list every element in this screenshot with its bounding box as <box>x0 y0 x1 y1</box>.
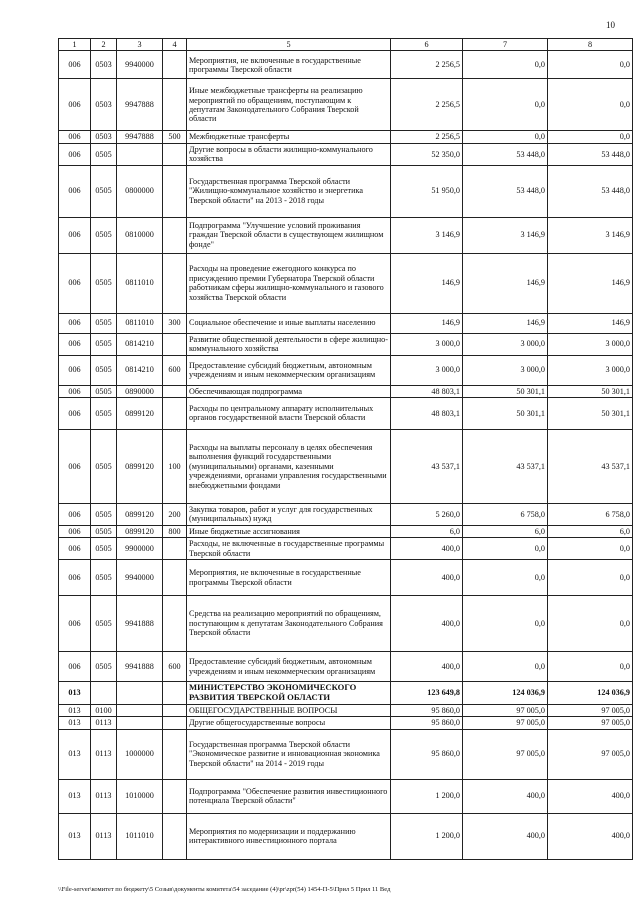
section-code-cell: 0505 <box>91 538 117 560</box>
amount-col7-cell: 124 036,9 <box>463 682 548 705</box>
item-name-cell: МИНИСТЕРСТВО ЭКОНОМИЧЕСКОГО РАЗВИТИЯ ТВЕРСКОЙ ОБЛАСТИ <box>187 682 391 705</box>
admin-code-cell: 013 <box>59 704 91 716</box>
admin-code-cell: 013 <box>59 717 91 729</box>
item-name-cell: Мероприятия по модернизации и поддержанию интерактивного инвестиционного портала <box>187 813 391 859</box>
amount-col7-cell: 6,0 <box>463 525 548 537</box>
item-name-cell: Расходы по центральному аппарату исполнительных органов государственной власти Тверской области <box>187 397 391 429</box>
target-code-cell: 0899120 <box>117 503 163 525</box>
amount-col6-cell: 400,0 <box>391 652 463 682</box>
table-row <box>59 397 633 429</box>
section-code-cell: 0505 <box>91 652 117 682</box>
target-code-cell: 0899120 <box>117 397 163 429</box>
amount-col6-cell: 95 860,0 <box>391 717 463 729</box>
target-code-cell: 9940000 <box>117 51 163 79</box>
table-row <box>59 813 633 859</box>
table-row <box>59 355 633 385</box>
table-row <box>59 525 633 537</box>
amount-col6-cell: 2 256,5 <box>391 131 463 143</box>
admin-code-cell: 006 <box>59 652 91 682</box>
admin-code-cell: 006 <box>59 51 91 79</box>
expense-type-cell <box>163 165 187 217</box>
section-code-cell: 0505 <box>91 596 117 652</box>
amount-col7-cell: 0,0 <box>463 538 548 560</box>
amount-col6-cell: 5 260,0 <box>391 503 463 525</box>
admin-code-cell: 013 <box>59 729 91 779</box>
expense-type-cell <box>163 682 187 705</box>
amount-col7-cell: 0,0 <box>463 560 548 596</box>
item-name-cell: Мероприятия, не включенные в государственные программы Тверской области <box>187 560 391 596</box>
amount-col8-cell: 0,0 <box>548 538 633 560</box>
expense-type-cell <box>163 717 187 729</box>
expense-type-cell <box>163 704 187 716</box>
table-row <box>59 538 633 560</box>
target-code-cell: 0811010 <box>117 313 163 333</box>
amount-col7-cell: 400,0 <box>463 779 548 813</box>
expense-type-cell <box>163 143 187 165</box>
column-header: 7 <box>463 39 548 51</box>
amount-col7-cell: 97 005,0 <box>463 729 548 779</box>
table-row <box>59 217 633 253</box>
amount-col8-cell: 97 005,0 <box>548 717 633 729</box>
expense-type-cell: 600 <box>163 355 187 385</box>
amount-col7-cell: 3 000,0 <box>463 333 548 355</box>
amount-col6-cell: 6,0 <box>391 525 463 537</box>
admin-code-cell: 006 <box>59 560 91 596</box>
amount-col7-cell: 6 758,0 <box>463 503 548 525</box>
item-name-cell: Иные межбюджетные трансферты на реализацию мероприятий по обращениям, поступающим к депутатам Законодательного Собрания Тверской области <box>187 79 391 131</box>
file-path-footer: \\File-server\комитет по бюджету\5 Созыв\документы комитета\54 заседание (4)\pr\zpr(54) 1454-П-5\Прил 5 Прил 11 Вед <box>58 886 391 893</box>
table-row <box>59 704 633 716</box>
amount-col6-cell: 51 950,0 <box>391 165 463 217</box>
amount-col7-cell: 0,0 <box>463 79 548 131</box>
amount-col8-cell: 0,0 <box>548 652 633 682</box>
admin-code-cell: 013 <box>59 813 91 859</box>
item-name-cell: Государственная программа Тверской области "Жилищно-коммунальное хозяйство и энергетика Тверской области" на 2013 - 2018 годы <box>187 165 391 217</box>
table-row <box>59 165 633 217</box>
amount-col8-cell: 0,0 <box>548 596 633 652</box>
section-code-cell: 0505 <box>91 313 117 333</box>
admin-code-cell: 006 <box>59 217 91 253</box>
amount-col8-cell: 53 448,0 <box>548 165 633 217</box>
target-code-cell: 0890000 <box>117 385 163 397</box>
item-name-cell: Средства на реализацию мероприятий по обращениям, поступающим к депутатам Законодательного Собрания Тверской области <box>187 596 391 652</box>
column-header: 3 <box>117 39 163 51</box>
expense-type-cell <box>163 596 187 652</box>
amount-col7-cell: 146,9 <box>463 313 548 333</box>
amount-col8-cell: 6,0 <box>548 525 633 537</box>
expense-type-cell <box>163 560 187 596</box>
amount-col8-cell: 6 758,0 <box>548 503 633 525</box>
admin-code-cell: 006 <box>59 143 91 165</box>
expense-type-cell: 600 <box>163 652 187 682</box>
table-row <box>59 729 633 779</box>
table-row <box>59 779 633 813</box>
admin-code-cell: 006 <box>59 79 91 131</box>
column-header: 6 <box>391 39 463 51</box>
item-name-cell: Межбюджетные трансферты <box>187 131 391 143</box>
table-row <box>59 385 633 397</box>
amount-col6-cell: 1 200,0 <box>391 779 463 813</box>
amount-col6-cell: 43 537,1 <box>391 429 463 503</box>
expense-type-cell <box>163 397 187 429</box>
target-code-cell: 9900000 <box>117 538 163 560</box>
table-row <box>59 333 633 355</box>
table-row <box>59 652 633 682</box>
target-code-cell: 0810000 <box>117 217 163 253</box>
amount-col7-cell: 97 005,0 <box>463 717 548 729</box>
amount-col6-cell: 3 000,0 <box>391 333 463 355</box>
section-code-cell: 0113 <box>91 729 117 779</box>
admin-code-cell: 006 <box>59 355 91 385</box>
item-name-cell: Другие вопросы в области жилищно-коммунального хозяйства <box>187 143 391 165</box>
target-code-cell: 1010000 <box>117 779 163 813</box>
amount-col7-cell: 50 301,1 <box>463 385 548 397</box>
expense-type-cell <box>163 79 187 131</box>
amount-col8-cell: 0,0 <box>548 51 633 79</box>
amount-col6-cell: 2 256,5 <box>391 51 463 79</box>
amount-col8-cell: 3 146,9 <box>548 217 633 253</box>
amount-col6-cell: 52 350,0 <box>391 143 463 165</box>
amount-col8-cell: 146,9 <box>548 253 633 313</box>
amount-col7-cell: 53 448,0 <box>463 143 548 165</box>
target-code-cell <box>117 682 163 705</box>
item-name-cell: Развитие общественной деятельности в сфере жилищно-коммунального хозяйства <box>187 333 391 355</box>
expense-type-cell: 800 <box>163 525 187 537</box>
table-row <box>59 313 633 333</box>
amount-col8-cell: 50 301,1 <box>548 397 633 429</box>
table-row <box>59 717 633 729</box>
amount-col7-cell: 0,0 <box>463 131 548 143</box>
admin-code-cell: 006 <box>59 253 91 313</box>
amount-col7-cell: 43 537,1 <box>463 429 548 503</box>
amount-col7-cell: 0,0 <box>463 596 548 652</box>
table-row <box>59 560 633 596</box>
amount-col7-cell: 53 448,0 <box>463 165 548 217</box>
expense-type-cell: 200 <box>163 503 187 525</box>
amount-col8-cell: 53 448,0 <box>548 143 633 165</box>
section-code-cell: 0503 <box>91 131 117 143</box>
column-number-row <box>59 39 633 51</box>
expense-type-cell <box>163 538 187 560</box>
amount-col6-cell: 95 860,0 <box>391 729 463 779</box>
table-row <box>59 143 633 165</box>
admin-code-cell: 013 <box>59 682 91 705</box>
item-name-cell: Предоставление субсидий бюджетным, автономным учреждениям и иным некоммерческим организациям <box>187 652 391 682</box>
amount-col7-cell: 0,0 <box>463 652 548 682</box>
section-code-cell: 0113 <box>91 813 117 859</box>
item-name-cell: ОБЩЕГОСУДАРСТВЕННЫЕ ВОПРОСЫ <box>187 704 391 716</box>
target-code-cell: 9941888 <box>117 596 163 652</box>
expense-type-cell <box>163 333 187 355</box>
expense-type-cell: 300 <box>163 313 187 333</box>
table-row <box>59 682 633 705</box>
amount-col8-cell: 3 000,0 <box>548 333 633 355</box>
table-row <box>59 429 633 503</box>
target-code-cell <box>117 143 163 165</box>
section-code-cell: 0503 <box>91 79 117 131</box>
budget-table <box>58 38 633 860</box>
amount-col8-cell: 0,0 <box>548 560 633 596</box>
expense-type-cell <box>163 729 187 779</box>
section-code-cell: 0505 <box>91 253 117 313</box>
expense-type-cell <box>163 253 187 313</box>
section-code-cell: 0505 <box>91 143 117 165</box>
admin-code-cell: 006 <box>59 525 91 537</box>
section-code-cell: 0505 <box>91 560 117 596</box>
amount-col6-cell: 1 200,0 <box>391 813 463 859</box>
admin-code-cell: 006 <box>59 385 91 397</box>
section-code-cell: 0505 <box>91 385 117 397</box>
section-code-cell: 0505 <box>91 429 117 503</box>
section-code-cell: 0100 <box>91 704 117 716</box>
section-code-cell: 0505 <box>91 397 117 429</box>
table-row <box>59 51 633 79</box>
table-row <box>59 253 633 313</box>
item-name-cell: Мероприятия, не включенные в государственные программы Тверской области <box>187 51 391 79</box>
amount-col7-cell: 0,0 <box>463 51 548 79</box>
admin-code-cell: 006 <box>59 333 91 355</box>
target-code-cell: 0899120 <box>117 429 163 503</box>
expense-type-cell <box>163 779 187 813</box>
amount-col7-cell: 400,0 <box>463 813 548 859</box>
column-header: 1 <box>59 39 91 51</box>
item-name-cell: Расходы на проведение ежегодного конкурса по присуждению премии Губернатора Тверской области работникам сферы жилищно-коммунального и газового хозяйства Тверской области <box>187 253 391 313</box>
amount-col8-cell: 0,0 <box>548 131 633 143</box>
amount-col8-cell: 43 537,1 <box>548 429 633 503</box>
item-name-cell: Закупка товаров, работ и услуг для государственных (муниципальных) нужд <box>187 503 391 525</box>
admin-code-cell: 006 <box>59 538 91 560</box>
amount-col6-cell: 400,0 <box>391 538 463 560</box>
column-header: 5 <box>187 39 391 51</box>
item-name-cell: Социальное обеспечение и иные выплаты населению <box>187 313 391 333</box>
target-code-cell: 1000000 <box>117 729 163 779</box>
amount-col8-cell: 97 005,0 <box>548 729 633 779</box>
amount-col6-cell: 400,0 <box>391 560 463 596</box>
target-code-cell: 1011010 <box>117 813 163 859</box>
expense-type-cell <box>163 51 187 79</box>
column-header: 2 <box>91 39 117 51</box>
column-header: 4 <box>163 39 187 51</box>
column-header: 8 <box>548 39 633 51</box>
expense-type-cell <box>163 217 187 253</box>
target-code-cell: 9940000 <box>117 560 163 596</box>
amount-col7-cell: 50 301,1 <box>463 397 548 429</box>
table-row <box>59 503 633 525</box>
amount-col6-cell: 400,0 <box>391 596 463 652</box>
section-code-cell: 0505 <box>91 355 117 385</box>
amount-col6-cell: 146,9 <box>391 253 463 313</box>
amount-col8-cell: 0,0 <box>548 79 633 131</box>
amount-col6-cell: 48 803,1 <box>391 385 463 397</box>
target-code-cell: 0814210 <box>117 333 163 355</box>
item-name-cell: Обеспечивающая подпрограмма <box>187 385 391 397</box>
amount-col8-cell: 97 005,0 <box>548 704 633 716</box>
section-code-cell: 0505 <box>91 333 117 355</box>
item-name-cell: Подпрограмма "Обеспечение развития инвестиционного потенциала Тверской области" <box>187 779 391 813</box>
admin-code-cell: 006 <box>59 131 91 143</box>
amount-col6-cell: 123 649,8 <box>391 682 463 705</box>
amount-col6-cell: 3 146,9 <box>391 217 463 253</box>
admin-code-cell: 006 <box>59 503 91 525</box>
admin-code-cell: 006 <box>59 313 91 333</box>
section-code-cell: 0113 <box>91 779 117 813</box>
expense-type-cell: 500 <box>163 131 187 143</box>
item-name-cell: Иные бюджетные ассигнования <box>187 525 391 537</box>
table-row <box>59 131 633 143</box>
section-code-cell: 0505 <box>91 217 117 253</box>
target-code-cell: 9941888 <box>117 652 163 682</box>
target-code-cell <box>117 704 163 716</box>
admin-code-cell: 006 <box>59 596 91 652</box>
admin-code-cell: 006 <box>59 165 91 217</box>
amount-col7-cell: 146,9 <box>463 253 548 313</box>
amount-col7-cell: 3 146,9 <box>463 217 548 253</box>
amount-col8-cell: 3 000,0 <box>548 355 633 385</box>
target-code-cell: 9947888 <box>117 79 163 131</box>
target-code-cell: 0811010 <box>117 253 163 313</box>
amount-col8-cell: 146,9 <box>548 313 633 333</box>
amount-col7-cell: 97 005,0 <box>463 704 548 716</box>
target-code-cell: 0814210 <box>117 355 163 385</box>
amount-col8-cell: 124 036,9 <box>548 682 633 705</box>
section-code-cell: 0505 <box>91 503 117 525</box>
item-name-cell: Государственная программа Тверской области "Экономическое развитие и инновационная экономика Тверской области" на 2014 - 2019 годы <box>187 729 391 779</box>
section-code-cell: 0503 <box>91 51 117 79</box>
item-name-cell: Предоставление субсидий бюджетным, автономным учреждениям и иным некоммерческим организациям <box>187 355 391 385</box>
target-code-cell <box>117 717 163 729</box>
table-row <box>59 596 633 652</box>
section-code-cell: 0505 <box>91 165 117 217</box>
amount-col8-cell: 400,0 <box>548 813 633 859</box>
item-name-cell: Расходы на выплаты персоналу в целях обеспечения выполнения функций государственными (муниципальными) органами, казенными учреждениями, органами управления государственными внебюджетными фондами <box>187 429 391 503</box>
section-code-cell <box>91 682 117 705</box>
target-code-cell: 9947888 <box>117 131 163 143</box>
amount-col6-cell: 2 256,5 <box>391 79 463 131</box>
expense-type-cell <box>163 813 187 859</box>
amount-col8-cell: 50 301,1 <box>548 385 633 397</box>
admin-code-cell: 013 <box>59 779 91 813</box>
target-code-cell: 0800000 <box>117 165 163 217</box>
amount-col8-cell: 400,0 <box>548 779 633 813</box>
admin-code-cell: 006 <box>59 397 91 429</box>
item-name-cell: Подпрограмма "Улучшение условий проживания граждан Тверской области в существующем жилищном фонде" <box>187 217 391 253</box>
amount-col6-cell: 3 000,0 <box>391 355 463 385</box>
item-name-cell: Расходы, не включенные в государственные программы Тверской области <box>187 538 391 560</box>
expense-type-cell <box>163 385 187 397</box>
section-code-cell: 0113 <box>91 717 117 729</box>
amount-col6-cell: 95 860,0 <box>391 704 463 716</box>
amount-col7-cell: 3 000,0 <box>463 355 548 385</box>
item-name-cell: Другие общегосударственные вопросы <box>187 717 391 729</box>
page-number: 10 <box>606 20 615 30</box>
table-row <box>59 79 633 131</box>
target-code-cell: 0899120 <box>117 525 163 537</box>
expense-type-cell: 100 <box>163 429 187 503</box>
amount-col6-cell: 48 803,1 <box>391 397 463 429</box>
admin-code-cell: 006 <box>59 429 91 503</box>
amount-col6-cell: 146,9 <box>391 313 463 333</box>
section-code-cell: 0505 <box>91 525 117 537</box>
